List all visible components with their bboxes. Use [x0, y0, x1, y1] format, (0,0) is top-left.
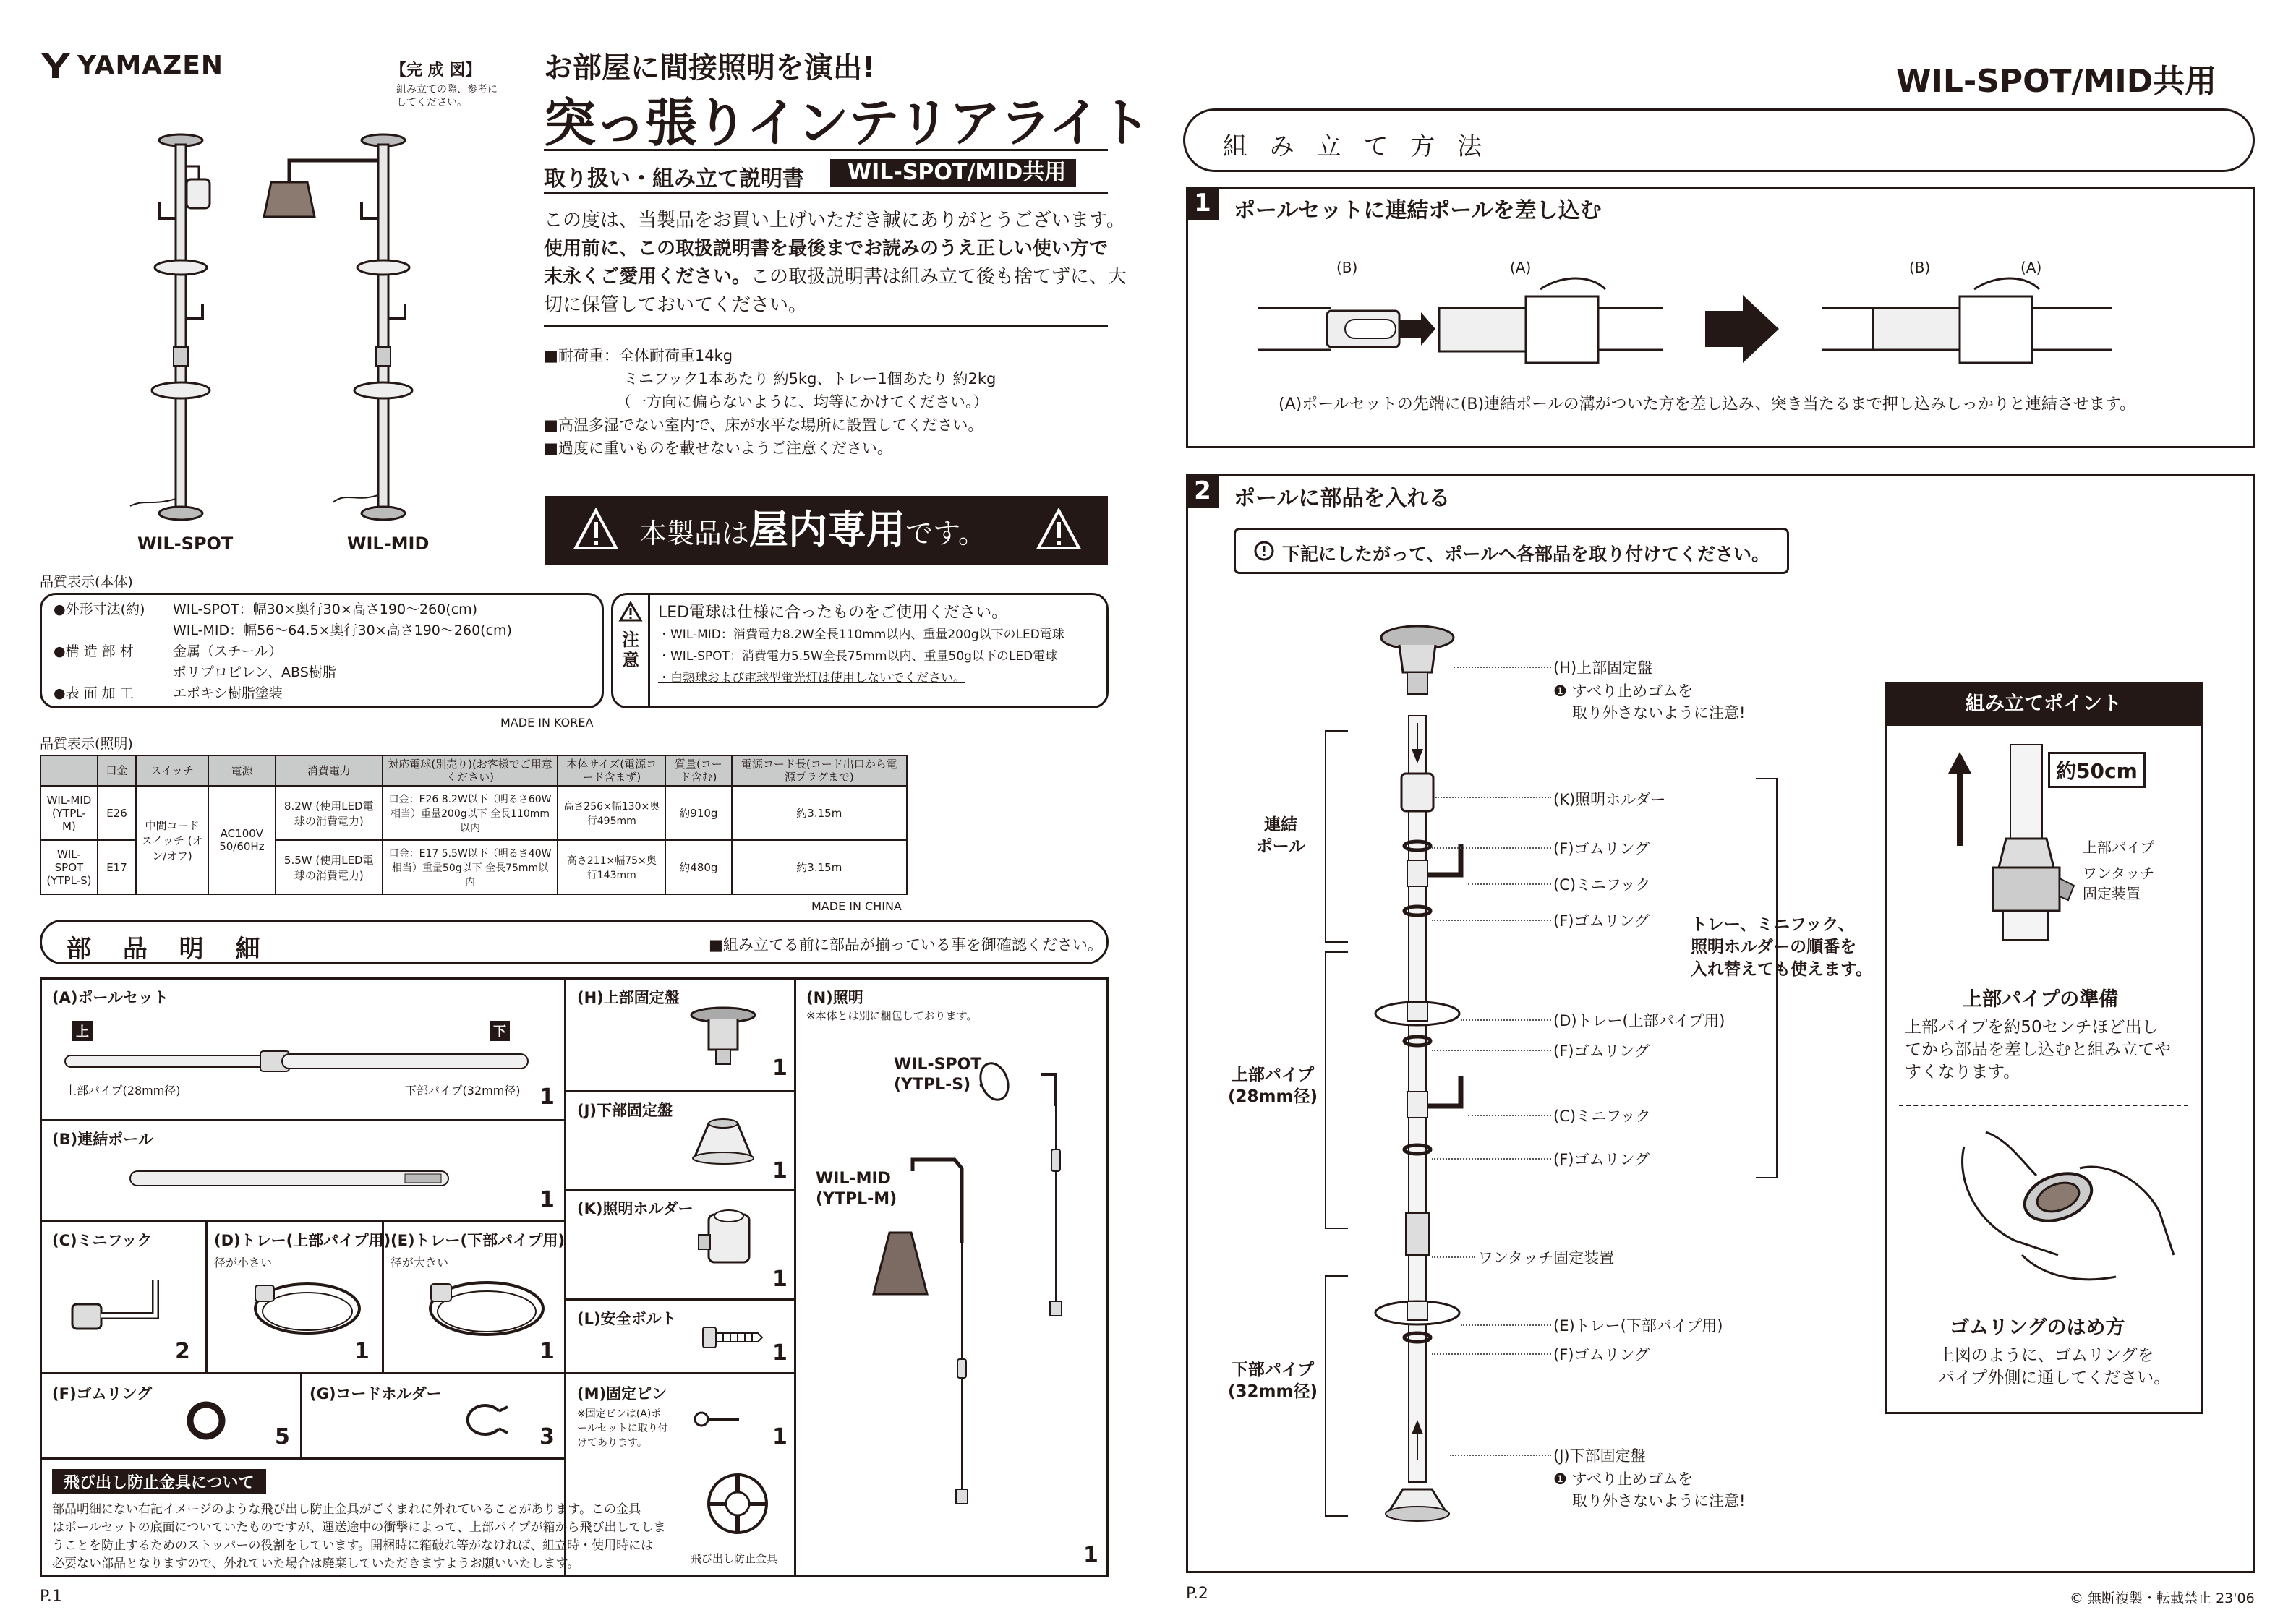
caution-label: 注意 [622, 630, 639, 670]
indoor-post: です。 [905, 518, 986, 549]
label-wil-spot: WIL-SPOT [137, 534, 234, 554]
caution-box [611, 593, 1109, 708]
caution-line-4: ・白熱球および電球型蛍光灯は使用しないでください。 [658, 671, 965, 685]
lbl-h-warn-1-text: すべり止めゴムを [1571, 682, 1694, 700]
point-ring-line-2: パイプ外側に通してください。 [1938, 1369, 2171, 1387]
caution-label-col [613, 595, 650, 706]
caution-text [658, 602, 1064, 689]
cord-holder-illustration [456, 1398, 513, 1442]
part-h-name: (H)上部固定盤 [577, 989, 680, 1006]
th: 電源 [208, 755, 276, 786]
part-a-upper: 上部パイプ(28mm径) [65, 1084, 181, 1097]
section-upper-l1: 上部パイプ [1231, 1066, 1315, 1084]
lbl-h: (H)上部固定盤 [1553, 659, 1653, 677]
lbl-f3: (F)ゴムリング [1553, 1042, 1650, 1060]
copyright: © 無断複製・転載禁止 23'06 [2070, 1590, 2255, 1606]
part-b-name: (B)連結ポール [52, 1131, 153, 1148]
th: 電源コード長(コード出口から電源プラグまで) [732, 755, 907, 786]
swap-line-1: トレー、ミニフック、 [1691, 915, 1855, 934]
td: E26 [98, 786, 136, 840]
intro-line-1: この度は、当製品をお買い上げいただき誠にありがとうございます。 [544, 210, 1125, 231]
bracket-lower [1325, 1275, 1348, 1517]
part-a-lower: 下部パイプ(32mm径) [405, 1084, 521, 1097]
section-connect-l1: 連結 [1264, 815, 1297, 834]
qb-value: 金属（スチール） [173, 643, 283, 659]
title-sub: 取り扱い・組み立て説明書 [544, 166, 804, 192]
parts-note: ■組み立てる前に部品が揃っている事を御確認ください。 [709, 936, 1103, 954]
lighting-fixtures-illustration [795, 1027, 1106, 1576]
td: 高さ256×幅130×奥行495mm [558, 786, 665, 840]
part-h-qty: 1 [772, 1055, 788, 1081]
lbl-h-warn-1: ❶ すべり止めゴムを [1553, 682, 1694, 700]
note-load: ■耐荷重：全体耐荷重14kg [544, 347, 733, 364]
yamazen-logo [40, 49, 235, 81]
part-n-qty: 1 [1083, 1543, 1098, 1568]
note-place: ■高温多湿でない室内で、床が水平な場所に設置してください。 [544, 416, 983, 434]
top-plate-illustration [687, 1006, 759, 1071]
page-number-1: P.1 [40, 1588, 62, 1606]
intro-rule [544, 325, 1108, 327]
qb-row-material [54, 641, 512, 662]
point-approx-callout: 約50cm [2048, 752, 2146, 788]
qb-key: ●外形寸法(約) [54, 601, 145, 617]
part-n-mid: WIL-MID [816, 1170, 891, 1188]
part-e-name: (E)トレー(下部パイプ用) [391, 1232, 566, 1249]
th: 対応電球(別売り)(お客様でご用意ください) [383, 755, 558, 786]
intro-line-2: 使用前に、この取扱説明書を最後までお読みのうえ正しい使い方で [544, 238, 1109, 260]
part-k-name: (K)照明ホルダー [577, 1200, 694, 1217]
section-connect [1248, 814, 1313, 857]
section-upper [1222, 1064, 1323, 1108]
quality-body-rows [54, 599, 512, 704]
step1-number: 1 [1186, 187, 1219, 220]
indoor-text [639, 506, 986, 557]
table-row [40, 786, 907, 840]
lbl-j: (J)下部固定盤 [1553, 1447, 1646, 1465]
lbl-f2: (F)ゴムリング [1553, 912, 1650, 930]
parts-title: 部 品 明 細 [67, 935, 272, 964]
step1-title: ポールセットに連結ポールを差し込む [1234, 198, 1602, 223]
step1-label-a-after: (A) [2020, 259, 2042, 276]
completed-figure [123, 123, 528, 586]
section-upper-l2: (28mm径) [1228, 1087, 1318, 1106]
part-n-mid-model: (YTPL-M) [816, 1190, 897, 1208]
title-main: 突っ張りインテリアライト [544, 93, 1150, 153]
lighting-spec-table [40, 755, 908, 895]
part-n-spot: WIL-SPOT [894, 1055, 982, 1074]
info-exclamation-icon [1253, 540, 1275, 562]
bottom-plate-illustration [683, 1118, 763, 1168]
th [40, 755, 98, 786]
light-holder-illustration [694, 1200, 767, 1272]
warning-triangle-icon [574, 509, 618, 549]
lbl-e: (E)トレー(下部パイプ用) [1553, 1317, 1723, 1335]
pole-assembly-diagram [1374, 622, 1461, 1533]
th: 口金 [98, 755, 136, 786]
part-n-name: (N)照明 [806, 989, 863, 1006]
part-m-qty: 1 [772, 1424, 788, 1449]
lbl-lock: ワンタッチ固定装置 [1478, 1249, 1615, 1267]
section-lower-l1: 下部パイプ [1231, 1361, 1315, 1379]
td: 口金：E17 5.5W以下（明るさ40W相当）重量50g以下 全長75mm以内 [383, 840, 558, 894]
part-e-sub: 径が大きい [391, 1256, 449, 1269]
assembly-title: 組 み 立 て 方 法 [1223, 132, 1490, 161]
td: 口金：E26 8.2W以下（明るさ60W相当）重量200g以下 全長110mm以内 [383, 786, 558, 840]
point-divider [1899, 1105, 2188, 1106]
part-a-bottom-badge: 下 [490, 1021, 510, 1041]
part-d-sub: 径が小さい [214, 1256, 273, 1269]
td: 約910g [665, 786, 731, 840]
td: 約480g [665, 840, 731, 894]
lbl-c1: (C)ミニフック [1553, 876, 1651, 894]
antipop-title: 飛び出し防止金具について [52, 1469, 266, 1494]
th: 本体サイズ(電源コード含まず) [558, 755, 665, 786]
part-l-qty: 1 [772, 1340, 788, 1366]
safety-bolt-illustration [701, 1323, 767, 1352]
th: 質量(コード含む) [665, 755, 731, 786]
td: 約3.15m [732, 786, 907, 840]
td: 5.5W (使用LED電球の消費電力) [276, 840, 383, 894]
part-c-qty: 2 [175, 1339, 190, 1364]
lbl-j-warn-1: ❶ すべり止めゴムを [1553, 1470, 1694, 1488]
lbl-f4: (F)ゴムリング [1553, 1151, 1650, 1168]
indoor-pre: 本製品は [639, 518, 750, 549]
th: スイッチ [136, 755, 208, 786]
point-ring-text [1938, 1345, 2170, 1389]
swap-line-2: 照明ホルダーの順番を [1691, 938, 1857, 956]
intro-line-4: 切に保管しておいてください。 [544, 294, 808, 316]
part-n-spot-model: (YTPL-S) [894, 1076, 971, 1094]
step2-number: 2 [1186, 474, 1219, 508]
step1-label-b: (B) [1336, 259, 1358, 276]
quality-body-origin: MADE IN KOREA [500, 716, 594, 729]
intro-text [544, 207, 1127, 320]
antipop-line-2: はポールセットの底面についていたものですが、運送途中の衝撃によって、上部パイプが箱から飛び出してしま [52, 1520, 666, 1535]
assembly-header [1183, 108, 2255, 172]
antipop-line-3: うことを防止するためのストッパーの役割をしています。開梱時に箱破れ等がなければ、組立時・使用時には [52, 1538, 654, 1553]
intro-line-3a: 末永くご愛用ください。 [544, 266, 751, 288]
qb-key: ●構 造 部 材 [54, 643, 134, 659]
title-badge: WIL-SPOT/MID共用 [830, 159, 1076, 187]
warning-triangle-icon-right [1037, 509, 1080, 549]
table-header-row [40, 755, 907, 786]
td: 中間コード スイッチ (オン/オフ) [136, 786, 208, 894]
quality-body-box [40, 593, 604, 708]
antipop-caption: 飛び出し防止金具 [691, 1552, 778, 1565]
part-a-qty: 1 [539, 1084, 555, 1110]
point-prep-line-2: てから部品を差し込むと組み立てや [1905, 1040, 2171, 1059]
part-d-qty: 1 [354, 1339, 370, 1364]
bracket-connect [1325, 730, 1348, 943]
quality-body-heading: 品質表示(本体) [40, 574, 133, 590]
lbl-k: (K)照明ホルダー [1553, 791, 1666, 808]
swap-note [1691, 914, 1872, 981]
point-ring-line-1: 上図のように、ゴムリングを [1938, 1346, 2154, 1365]
anti-pop-fitting-illustration [701, 1468, 774, 1540]
part-c-name: (C)ミニフック [52, 1232, 153, 1249]
step2-title: ポールに部品を入れる [1234, 486, 1451, 511]
step2-instruction-box [1234, 528, 1789, 574]
caution-line-3: ・WIL-SPOT：消費電力5.5W全長75mm以内、重量50g以下のLED電球 [658, 649, 1058, 664]
antipop-line-1: 部品明細にない右記イメージのような飛び出し防止金具がごくまれに外れていることがあります。この金具 [52, 1502, 641, 1517]
notes-list [544, 344, 996, 460]
point-title: 組み立てポイント [1885, 682, 2203, 726]
point-upper-pipe: 上部パイプ [2083, 839, 2155, 856]
note-load-detail: ミニフック1本あたり 約5kg、トレー1個あたり 約2kg [623, 370, 997, 387]
th: 消費電力 [276, 755, 383, 786]
section-lower-l2: (32mm径) [1228, 1382, 1318, 1401]
point-prep-line-1: 上部パイプを約50センチほど出し [1905, 1018, 2159, 1037]
fixing-pin-illustration [693, 1408, 743, 1430]
part-j-name: (J)下部固定盤 [577, 1102, 673, 1119]
part-e-qty: 1 [539, 1339, 555, 1364]
title-rule [544, 149, 1108, 151]
section-connect-l2: ポール [1255, 837, 1306, 856]
qb-row-finish [54, 683, 512, 704]
qb-row-material-2 [54, 662, 512, 683]
part-m-sub: ※固定ピンは(A)ポールセットに取り付けてあります。 [577, 1408, 668, 1449]
part-f-qty: 5 [275, 1424, 290, 1449]
point-prep-text [1905, 1016, 2171, 1084]
intro-line-3b: この取扱説明書は組み立て後も捨てずに、大 [751, 266, 1127, 288]
qb-row-size-spot [54, 599, 512, 620]
step2-instruction: 下記にしたがって、ポールへ各部品を取り付けてください。 [1282, 544, 1770, 565]
tray-upper-illustration [249, 1272, 365, 1345]
indoor-banner [545, 496, 1108, 565]
part-n-sub: ※本体とは別に梱包しております。 [806, 1009, 978, 1022]
lbl-j-warn-1-text: すべり止めゴムを [1571, 1470, 1694, 1488]
rubber-ring-illustration [184, 1399, 228, 1442]
bracket-upper [1325, 951, 1348, 1229]
pole-set-illustration [65, 1047, 528, 1076]
qb-value: WIL-MID：幅56〜64.5×奥行30×高さ190〜260(cm) [173, 622, 512, 638]
lbl-d: (D)トレー(上部パイプ用) [1553, 1012, 1725, 1029]
note-load-balance: （一方向に偏らないように、均等にかけてください。） [616, 393, 989, 411]
caution-line-1: LED電球は仕様に合ったものをご使用ください。 [658, 604, 1008, 622]
step1-caption: (A)ポールセットの先端に(B)連結ポールの溝がついた方を差し込み、突き当たるまで押し込みしっかりと連結させます。 [1279, 395, 2136, 414]
part-k-qty: 1 [772, 1267, 788, 1292]
parts-header [40, 920, 1109, 964]
part-g-qty: 3 [539, 1424, 555, 1449]
step1-label-a: (A) [1510, 259, 1532, 276]
qb-row-size-mid [54, 620, 512, 641]
step1-illustration [1258, 267, 2184, 390]
lbl-h-warn-2: 取り外さないように注意! [1572, 704, 1746, 721]
spot-stand-illustration [130, 134, 210, 520]
part-j-qty: 1 [772, 1158, 788, 1183]
qb-value: ポリプロピレン、ABS樹脂 [173, 664, 336, 680]
td: WIL-SPOT (YTPL-S) [40, 840, 98, 894]
antipop-text [52, 1501, 665, 1573]
qb-value: エポキシ樹脂塗装 [173, 685, 283, 701]
point-prep-line-3: すくなります。 [1905, 1063, 2020, 1082]
swap-line-3: 入れ替えても使えます。 [1691, 960, 1873, 979]
qb-value: WIL-SPOT：幅30×奥行30×高さ190〜260(cm) [173, 601, 478, 617]
yamazen-mark-icon [40, 51, 72, 80]
part-f-name: (F)ゴムリング [52, 1385, 153, 1403]
header-right: WIL-SPOT/MID共用 [1896, 63, 2217, 100]
point-prep-title: 上部パイプの準備 [1963, 988, 2119, 1011]
part-a-name: (A)ポールセット [52, 989, 169, 1006]
section-lower [1222, 1359, 1323, 1403]
point-lock-2: 固定装置 [2083, 885, 2141, 902]
rubber-ring-hands-illustration [1913, 1118, 2188, 1291]
lbl-j-warn-2: 取り外さないように注意! [1572, 1492, 1746, 1509]
mini-hook-illustration [65, 1272, 174, 1337]
td: 高さ211×幅75×奥行143mm [558, 840, 665, 894]
part-g-name: (G)コードホルダー [310, 1385, 442, 1403]
lbl-c2: (C)ミニフック [1553, 1108, 1651, 1125]
completed-note: 組み立ての際、参考にしてください。 [396, 84, 498, 108]
td: 約3.15m [732, 840, 907, 894]
lbl-f5: (F)ゴムリング [1553, 1346, 1650, 1363]
antipop-line-4: 必要ない部品となりますので、外れていた場合は廃棄していただきますようお願いいたします。 [52, 1556, 580, 1571]
step1-label-b-after: (B) [1909, 259, 1931, 276]
label-wil-mid: WIL-MID [347, 534, 430, 554]
part-d-name: (D)トレー(上部パイプ用) [214, 1232, 391, 1249]
caution-icon [620, 602, 641, 621]
part-b-qty: 1 [539, 1187, 555, 1212]
title-rule-2 [544, 192, 1108, 194]
quality-light-heading: 品質表示(照明) [40, 736, 133, 752]
mid-stand-illustration [264, 134, 412, 520]
brand-name: YAMAZEN [77, 51, 223, 80]
td: AC100V 50/60Hz [208, 786, 276, 894]
indoor-big: 屋内専用 [749, 507, 906, 552]
lbl-f1: (F)ゴムリング [1553, 840, 1650, 857]
completed-title: 【完 成 図】 [391, 61, 482, 80]
page-number-2: P.2 [1186, 1585, 1208, 1603]
tray-lower-illustration [425, 1272, 548, 1345]
caution-line-2: ・WIL-MID：消費電力8.2W全長110mm以内、重量200g以下のLED電球 [658, 628, 1064, 642]
quality-light-origin: MADE IN CHINA [811, 899, 902, 913]
point-ring-title: ゴムリングのはめ方 [1950, 1316, 2125, 1339]
qb-key: ●表 面 加 工 [54, 685, 134, 701]
note-weight: ■過度に重いものを載せないようご注意ください。 [544, 440, 892, 457]
td: 8.2W (使用LED電球の消費電力) [276, 786, 383, 840]
part-l-name: (L)安全ボルト [577, 1310, 677, 1327]
part-a-top-badge: 上 [72, 1021, 93, 1041]
point-lock-1: ワンタッチ [2083, 865, 2155, 882]
td: E17 [98, 840, 136, 894]
connecting-pole-illustration [130, 1168, 463, 1190]
intro-line-3 [544, 263, 1127, 291]
title-catch: お部屋に間接照明を演出! [544, 51, 876, 85]
part-m-name: (M)固定ピン [577, 1385, 667, 1403]
td: WIL-MID (YTPL-M) [40, 786, 98, 840]
